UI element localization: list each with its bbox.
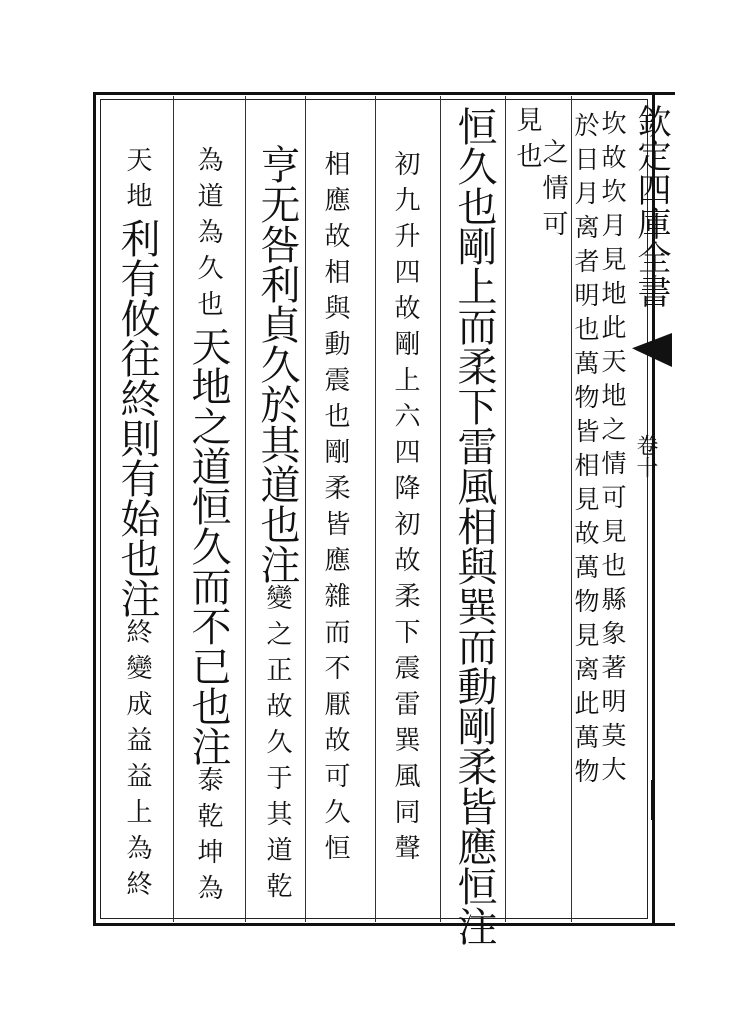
commentary-text: 初九升四故剛上六四降初故柔下震雷巽風同聲 [390, 150, 420, 870]
text-column [540, 138, 566, 246]
volume-label: 卷十 [633, 434, 658, 478]
column-rule [440, 96, 441, 922]
text-column [573, 112, 598, 792]
commentary-text: 之情可 [538, 138, 568, 246]
text-column [451, 106, 497, 946]
column-rule [505, 96, 506, 922]
column-rule [305, 96, 306, 922]
text-column [114, 146, 160, 906]
commentary-text: 天地 [122, 146, 152, 218]
commentary-text: 見也 [512, 106, 542, 178]
column-rule [173, 96, 174, 922]
margin-mark [651, 780, 655, 820]
commentary-text: 終變成益益上為終 [122, 618, 152, 906]
main-text: 利有攸往終則有始也注 [114, 218, 160, 618]
text-column [514, 106, 540, 178]
column-rule [245, 96, 246, 922]
commentary-text: 於日月离者明也萬物皆相見故萬物見离此萬物 [571, 112, 600, 792]
text-column [185, 146, 231, 910]
book-title: 欽定四庫全書 [631, 104, 671, 308]
text-column [600, 110, 625, 790]
commentary-text: 為道為久也 [193, 146, 223, 326]
column-rule [375, 96, 376, 922]
text-column [392, 150, 418, 870]
commentary-text: 泰乾坤為 [193, 766, 223, 910]
text-column [254, 144, 300, 908]
main-text: 恒久也剛上而柔下雷風相與巽而動剛柔皆應恒注 [451, 106, 497, 946]
commentary-text: 相應故相與動震也剛柔皆應雜而不厭故可久恒 [320, 150, 350, 870]
commentary-text: 變之正故久于其道乾 [262, 584, 292, 908]
main-text: 天地之道恒久而不已也注 [185, 326, 231, 766]
text-column [322, 150, 348, 870]
commentary-text: 坎故坎月見地此天地之情可見也縣象著明莫大 [598, 110, 627, 790]
main-text: 亨无咎利貞久於其道也注 [254, 144, 300, 584]
